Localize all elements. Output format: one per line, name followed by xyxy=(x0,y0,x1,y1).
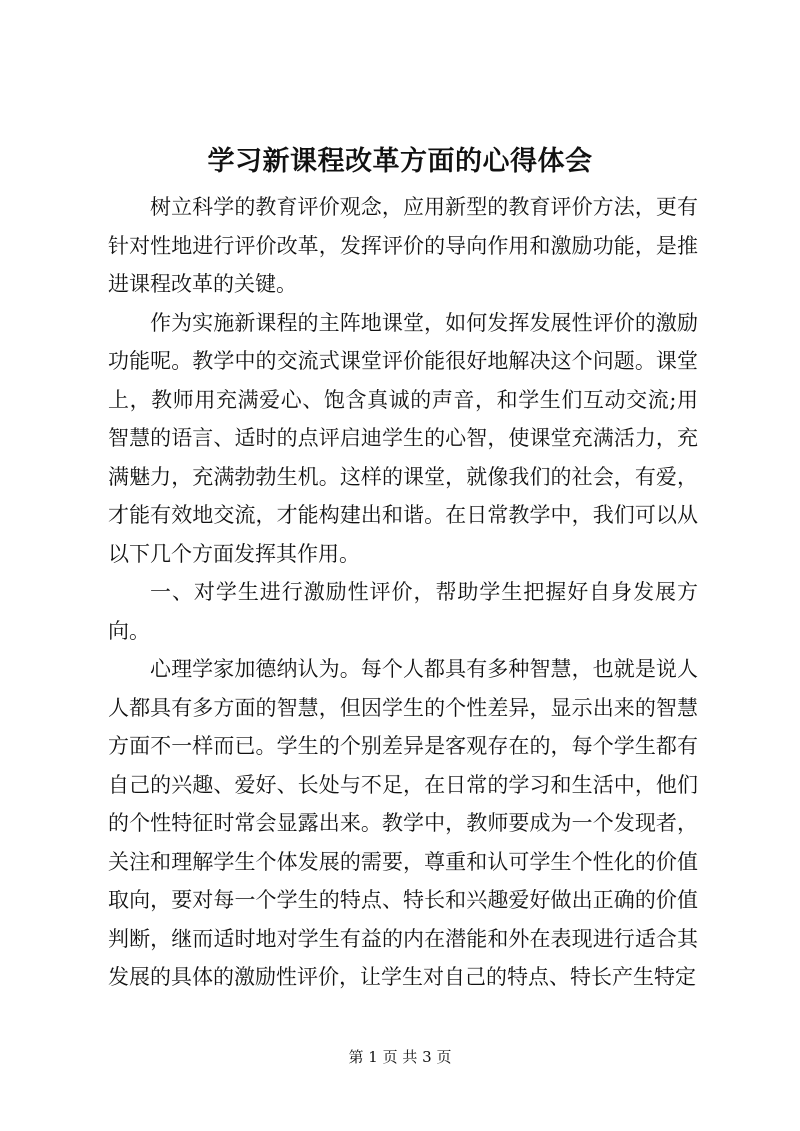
document-title: 学习新课程改革方面的心得体会 xyxy=(207,146,593,177)
paragraph-1: 树立科学的教育评价观念，应用新型的教育评价方法，更有针对性地进行评价改革，发挥评价的导向作用和激励功能，是推进课程改革的关键。 xyxy=(108,195,698,296)
paragraph-3: 一、对学生进行激励性评价，帮助学生把握好自身发展方向。 xyxy=(108,580,698,643)
paragraph-2: 作为实施新课程的主阵地课堂，如何发挥发展性评价的激励功能呢。教学中的交流式课堂评价能很好地解决这个问题。课堂上，教师用充满爱心、饱含真诚的声音，和学生们互动交流;用智慧的语言、适时的点评启迪学生的心智，使课堂充满活力，充满魅力，充满勃勃生机。这样的课堂，就像我们的社会，有爱，才能有效地交流，才能构建出和谐。在日常教学中，我们可以从以下几个方面发挥其作用。 xyxy=(108,310,698,566)
page-footer: 第 1 页 共 3 页 xyxy=(348,1048,452,1066)
document-body xyxy=(108,188,698,997)
paragraph-4: 心理学家加德纳认为。每个人都具有多种智慧，也就是说人人都具有多方面的智慧，但因学生的个性差异，显示出来的智慧方面不一样而已。学生的个别差异是客观存在的，每个学生都有自己的兴趣、爱好、长处与不足，在日常的学习和生活中，他们的个性特征时常会显露出来。教学中，教师要成为一个发现者，关注和理解学生个体发展的需要，尊重和认可学生个性化的价值取向，要对每一个学生的特点、特长和兴趣爱好做出正确的价值判断，继而适时地对学生有益的内在潜能和外在表现进行适合其发展的具体的激励性评价，让学生对自己的特点、特长产生特定 xyxy=(108,657,698,989)
